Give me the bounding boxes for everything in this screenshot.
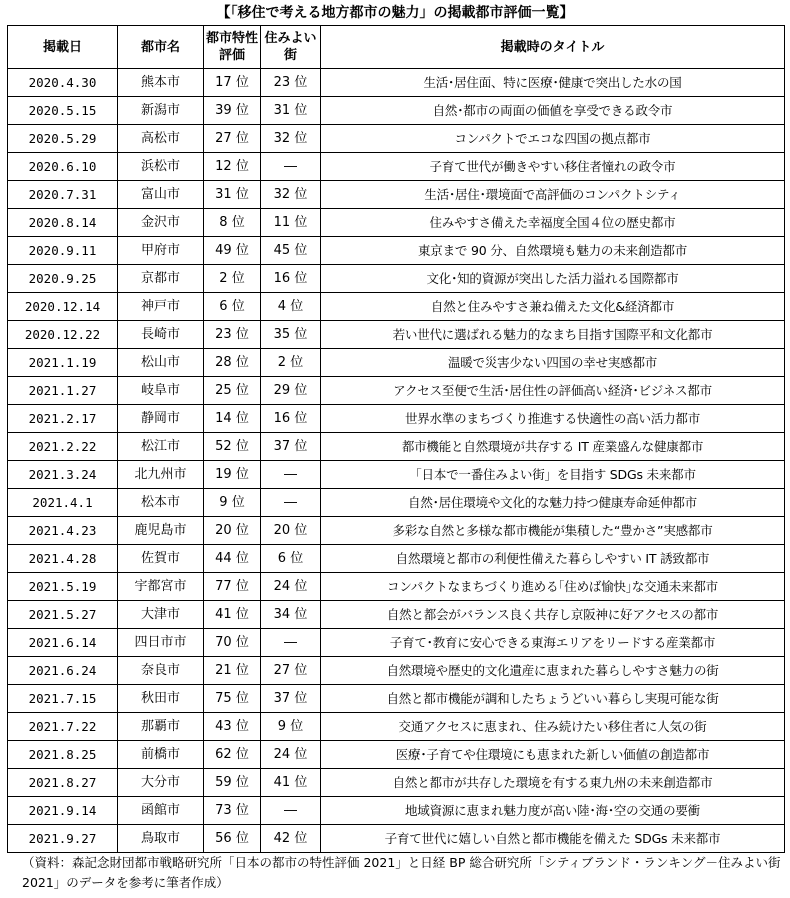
- cell-publish-date: 2021.4.28: [8, 545, 118, 573]
- cell-livable-rank: ―: [261, 629, 321, 657]
- cell-city-name: 静岡市: [118, 405, 204, 433]
- cell-publish-date: 2020.5.15: [8, 97, 118, 125]
- cell-city-name: 北九州市: [118, 461, 204, 489]
- cell-article-title: 交通アクセスに恵まれ、住み続けたい移住者に人気の街: [321, 713, 785, 741]
- cell-publish-date: 2021.5.27: [8, 601, 118, 629]
- header-city: 都市名: [118, 26, 204, 69]
- cell-livable-rank: ―: [261, 153, 321, 181]
- cell-city-evaluation-rank: 44 位: [204, 545, 261, 573]
- table-row: [8, 209, 785, 237]
- cell-city-name: 松山市: [118, 349, 204, 377]
- table-row: [8, 741, 785, 769]
- cell-city-evaluation-rank: 9 位: [204, 489, 261, 517]
- cell-article-title: 温暖で災害少ない四国の幸せ実感都市: [321, 349, 785, 377]
- cell-city-name: 松江市: [118, 433, 204, 461]
- cell-livable-rank: 41 位: [261, 769, 321, 797]
- cell-article-title: 「日本で一番住みよい街」を目指す SDGs 未来都市: [321, 461, 785, 489]
- cell-city-name: 松本市: [118, 489, 204, 517]
- cell-article-title: 自然と都市が共存した環境を有する東九州の未来創造都市: [321, 769, 785, 797]
- cell-publish-date: 2020.9.11: [8, 237, 118, 265]
- table-row: [8, 657, 785, 685]
- cell-article-title: 若い世代に選ばれる魅力的なまち目指す国際平和文化都市: [321, 321, 785, 349]
- table-header-row: [8, 26, 785, 69]
- table-row: [8, 349, 785, 377]
- cell-article-title: 自然環境や歴史的文化遺産に恵まれた暮らしやすさ魅力の街: [321, 657, 785, 685]
- table-row: [8, 97, 785, 125]
- cell-city-evaluation-rank: 14 位: [204, 405, 261, 433]
- cell-publish-date: 2021.8.25: [8, 741, 118, 769]
- cell-city-evaluation-rank: 19 位: [204, 461, 261, 489]
- cell-article-title: 自然と住みやすさ兼ね備えた文化&経済都市: [321, 293, 785, 321]
- cell-publish-date: 2021.8.27: [8, 769, 118, 797]
- cell-publish-date: 2020.5.29: [8, 125, 118, 153]
- cell-article-title: 東京まで 90 分、自然環境も魅力の未来創造都市: [321, 237, 785, 265]
- cell-city-evaluation-rank: 56 位: [204, 825, 261, 853]
- cell-article-title: 住みやすさ備えた幸福度全国４位の歴史都市: [321, 209, 785, 237]
- cell-city-name: 岐阜市: [118, 377, 204, 405]
- cell-city-evaluation-rank: 62 位: [204, 741, 261, 769]
- city-evaluation-table: [7, 25, 785, 853]
- cell-city-name: 新潟市: [118, 97, 204, 125]
- cell-publish-date: 2021.5.19: [8, 573, 118, 601]
- cell-city-evaluation-rank: 31 位: [204, 181, 261, 209]
- cell-article-title: 子育て世代が働きやすい移住者憧れの政令市: [321, 153, 785, 181]
- table-row: [8, 461, 785, 489]
- page-title: 【「移住で考える地方都市の魅力」の掲載都市評価一覧】: [216, 5, 574, 21]
- cell-city-name: 熊本市: [118, 69, 204, 97]
- cell-city-evaluation-rank: 28 位: [204, 349, 261, 377]
- table-row: [8, 265, 785, 293]
- cell-city-name: 長崎市: [118, 321, 204, 349]
- cell-city-evaluation-rank: 70 位: [204, 629, 261, 657]
- cell-livable-rank: 6 位: [261, 545, 321, 573]
- table-row: [8, 573, 785, 601]
- cell-livable-rank: 24 位: [261, 573, 321, 601]
- cell-livable-rank: 32 位: [261, 125, 321, 153]
- cell-city-name: 那覇市: [118, 713, 204, 741]
- cell-publish-date: 2021.6.24: [8, 657, 118, 685]
- cell-publish-date: 2021.2.22: [8, 433, 118, 461]
- cell-city-name: 浜松市: [118, 153, 204, 181]
- cell-city-name: 大分市: [118, 769, 204, 797]
- cell-publish-date: 2020.4.30: [8, 69, 118, 97]
- cell-livable-rank: 37 位: [261, 685, 321, 713]
- cell-city-evaluation-rank: 59 位: [204, 769, 261, 797]
- cell-livable-rank: 24 位: [261, 741, 321, 769]
- cell-city-evaluation-rank: 41 位: [204, 601, 261, 629]
- cell-publish-date: 2021.9.27: [8, 825, 118, 853]
- table-row: [8, 629, 785, 657]
- cell-article-title: 自然と都市機能が調和したちょうどいい暮らし実現可能な街: [321, 685, 785, 713]
- cell-publish-date: 2020.12.14: [8, 293, 118, 321]
- cell-article-title: 子育て･教育に安心できる東海エリアをリードする産業都市: [321, 629, 785, 657]
- cell-publish-date: 2021.4.23: [8, 517, 118, 545]
- table-row: [8, 321, 785, 349]
- cell-city-name: 鹿児島市: [118, 517, 204, 545]
- cell-city-name: 函館市: [118, 797, 204, 825]
- cell-livable-rank: 11 位: [261, 209, 321, 237]
- cell-publish-date: 2021.9.14: [8, 797, 118, 825]
- cell-article-title: コンパクトなまちづくり進める｢住めば愉快｣な交通未来都市: [321, 573, 785, 601]
- cell-article-title: 多彩な自然と多様な都市機能が集積した“豊かさ”実感都市: [321, 517, 785, 545]
- table-row: [8, 489, 785, 517]
- cell-publish-date: 2021.1.27: [8, 377, 118, 405]
- cell-article-title: 都市機能と自然環境が共存する IT 産業盛んな健康都市: [321, 433, 785, 461]
- cell-city-evaluation-rank: 27 位: [204, 125, 261, 153]
- cell-city-evaluation-rank: 12 位: [204, 153, 261, 181]
- cell-livable-rank: 27 位: [261, 657, 321, 685]
- cell-article-title: 文化･知的資源が突出した活力溢れる国際都市: [321, 265, 785, 293]
- cell-article-title: コンパクトでエコな四国の拠点都市: [321, 125, 785, 153]
- cell-livable-rank: 34 位: [261, 601, 321, 629]
- table-row: [8, 405, 785, 433]
- cell-article-title: 生活･居住面、特に医療･健康で突出した水の国: [321, 69, 785, 97]
- cell-city-name: 神戸市: [118, 293, 204, 321]
- cell-publish-date: 2020.8.14: [8, 209, 118, 237]
- cell-article-title: 子育て世代に嬉しい自然と都市機能を備えた SDGs 未来都市: [321, 825, 785, 853]
- cell-city-evaluation-rank: 75 位: [204, 685, 261, 713]
- cell-city-name: 高松市: [118, 125, 204, 153]
- cell-publish-date: 2020.7.31: [8, 181, 118, 209]
- cell-city-name: 大津市: [118, 601, 204, 629]
- table-row: [8, 153, 785, 181]
- cell-article-title: 自然･居住環境や文化的な魅力持つ健康寿命延伸都市: [321, 489, 785, 517]
- cell-city-name: 秋田市: [118, 685, 204, 713]
- cell-city-evaluation-rank: 6 位: [204, 293, 261, 321]
- cell-article-title: 自然と都会がバランス良く共存し京阪神に好アクセスの都市: [321, 601, 785, 629]
- cell-city-name: 甲府市: [118, 237, 204, 265]
- cell-livable-rank: 31 位: [261, 97, 321, 125]
- cell-article-title: 世界水準のまちづくり推進する快適性の高い活力都市: [321, 405, 785, 433]
- table-row: [8, 713, 785, 741]
- cell-city-evaluation-rank: 77 位: [204, 573, 261, 601]
- cell-city-name: 鳥取市: [118, 825, 204, 853]
- cell-city-evaluation-rank: 52 位: [204, 433, 261, 461]
- cell-city-evaluation-rank: 39 位: [204, 97, 261, 125]
- cell-livable-rank: 4 位: [261, 293, 321, 321]
- cell-city-evaluation-rank: 43 位: [204, 713, 261, 741]
- cell-publish-date: 2021.1.19: [8, 349, 118, 377]
- cell-city-evaluation-rank: 73 位: [204, 797, 261, 825]
- cell-livable-rank: 2 位: [261, 349, 321, 377]
- cell-livable-rank: 42 位: [261, 825, 321, 853]
- header-article-title: 掲載時のタイトル: [321, 26, 785, 69]
- cell-city-evaluation-rank: 23 位: [204, 321, 261, 349]
- table-row: [8, 685, 785, 713]
- cell-city-name: 四日市市: [118, 629, 204, 657]
- cell-article-title: 自然環境と都市の利便性備えた暮らしやすい IT 誘致都市: [321, 545, 785, 573]
- table-row: [8, 237, 785, 265]
- table-row: [8, 769, 785, 797]
- header-city-evaluation: 都市特性評価: [204, 26, 261, 69]
- header-livable-city: 住みよい街: [261, 26, 321, 69]
- cell-publish-date: 2020.12.22: [8, 321, 118, 349]
- cell-city-evaluation-rank: 20 位: [204, 517, 261, 545]
- cell-city-name: 金沢市: [118, 209, 204, 237]
- cell-article-title: 地域資源に恵まれ魅力度が高い陸･海･空の交通の要衝: [321, 797, 785, 825]
- table-row: [8, 293, 785, 321]
- table-row: [8, 797, 785, 825]
- cell-livable-rank: 9 位: [261, 713, 321, 741]
- table-row: [8, 125, 785, 153]
- cell-city-evaluation-rank: 2 位: [204, 265, 261, 293]
- cell-publish-date: 2021.7.22: [8, 713, 118, 741]
- cell-article-title: アクセス至便で生活･居住性の評価高い経済･ビジネス都市: [321, 377, 785, 405]
- cell-city-name: 宇都宮市: [118, 573, 204, 601]
- cell-article-title: 医療･子育てや住環境にも恵まれた新しい価値の創造都市: [321, 741, 785, 769]
- header-date: 掲載日: [8, 26, 118, 69]
- cell-livable-rank: ―: [261, 489, 321, 517]
- cell-city-name: 前橋市: [118, 741, 204, 769]
- cell-livable-rank: 23 位: [261, 69, 321, 97]
- cell-city-evaluation-rank: 8 位: [204, 209, 261, 237]
- cell-livable-rank: 32 位: [261, 181, 321, 209]
- table-row: [8, 377, 785, 405]
- cell-livable-rank: 35 位: [261, 321, 321, 349]
- table-row: [8, 69, 785, 97]
- cell-article-title: 自然･都市の両面の価値を享受できる政令市: [321, 97, 785, 125]
- cell-city-evaluation-rank: 25 位: [204, 377, 261, 405]
- cell-livable-rank: 37 位: [261, 433, 321, 461]
- table-row: [8, 601, 785, 629]
- source-note: （資料：森記念財団都市戦略研究所「日本の都市の特性評価 2021」と日経 BP 総合研究所「シティブランド・ランキング－住みよい街 2021」のデータを参考に筆者作成）: [22, 855, 781, 890]
- cell-city-name: 京都市: [118, 265, 204, 293]
- cell-livable-rank: ―: [261, 461, 321, 489]
- cell-publish-date: 2021.2.17: [8, 405, 118, 433]
- cell-livable-rank: 16 位: [261, 405, 321, 433]
- cell-livable-rank: 29 位: [261, 377, 321, 405]
- cell-city-name: 富山市: [118, 181, 204, 209]
- table-row: [8, 545, 785, 573]
- table-row: [8, 181, 785, 209]
- cell-livable-rank: 45 位: [261, 237, 321, 265]
- cell-publish-date: 2020.9.25: [8, 265, 118, 293]
- cell-city-name: 奈良市: [118, 657, 204, 685]
- cell-livable-rank: 16 位: [261, 265, 321, 293]
- cell-city-evaluation-rank: 49 位: [204, 237, 261, 265]
- cell-city-evaluation-rank: 17 位: [204, 69, 261, 97]
- cell-city-name: 佐賀市: [118, 545, 204, 573]
- cell-livable-rank: 20 位: [261, 517, 321, 545]
- cell-livable-rank: ―: [261, 797, 321, 825]
- table-row: [8, 517, 785, 545]
- cell-publish-date: 2021.4.1: [8, 489, 118, 517]
- table-row: [8, 825, 785, 853]
- cell-publish-date: 2021.7.15: [8, 685, 118, 713]
- cell-publish-date: 2021.6.14: [8, 629, 118, 657]
- cell-publish-date: 2021.3.24: [8, 461, 118, 489]
- cell-article-title: 生活･居住･環境面で高評価のコンパクトシティ: [321, 181, 785, 209]
- cell-city-evaluation-rank: 21 位: [204, 657, 261, 685]
- table-row: [8, 433, 785, 461]
- cell-publish-date: 2020.6.10: [8, 153, 118, 181]
